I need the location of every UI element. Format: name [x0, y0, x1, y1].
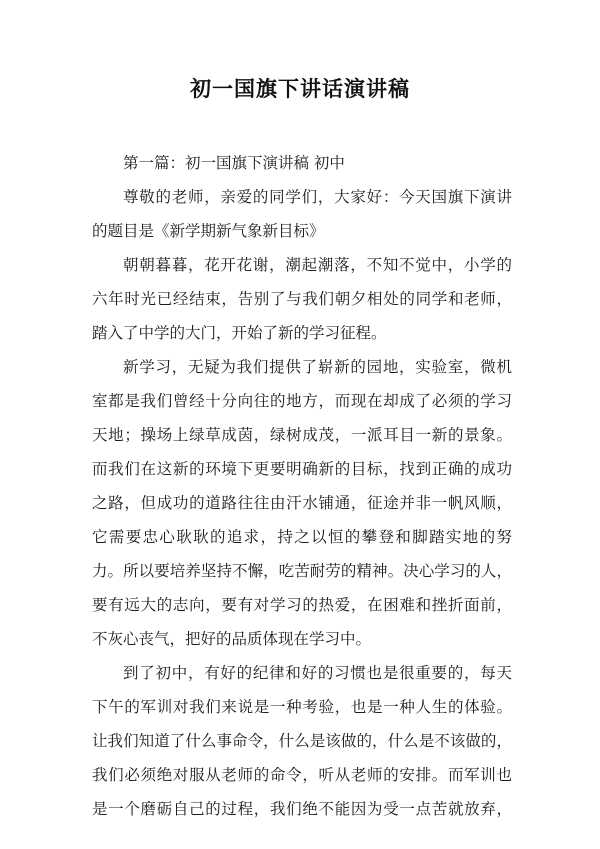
text-line: 我们必须绝对服从老师的命令，听从老师的安排。而军训也 [92, 766, 512, 784]
text-line: 天地；操场上绿草成茵，绿树成茂，一派耳目一新的景象。 [92, 426, 512, 444]
text-line: 室都是我们曾经十分向往的地方，而现在却成了必须的学习 [92, 392, 512, 410]
text-line: 力。所以要培养坚持不懈，吃苦耐劳的精神。决心学习的人， [92, 562, 512, 580]
text-line: 朝朝暮暮，花开花谢，潮起潮落，不知不觉中，小学的 [123, 256, 512, 274]
text-line: 下午的军训对我们来说是一种考验，也是一种人生的体验。 [92, 698, 512, 716]
document-title: 初一国旗下讲话演讲稿 [190, 77, 410, 101]
text-line: 第一篇：初一国旗下演讲稿 初中 [123, 154, 345, 172]
document-body [92, 146, 512, 826]
text-line: 是一个磨砺自己的过程，我们绝不能因为受一点苦就放弃， [92, 800, 512, 818]
text-line: 踏入了中学的大门，开始了新的学习征程。 [92, 324, 387, 342]
text-line: 它需要忠心耿耿的追求，持之以恒的攀登和脚踏实地的努 [92, 528, 512, 546]
text-line: 不灰心丧气，把好的品质体现在学习中。 [92, 630, 372, 648]
text-line: 之路，但成功的道路往往由汗水铺通，征途并非一帆风顺， [92, 494, 512, 512]
text-line: 新学习，无疑为我们提供了崭新的园地，实验室，微机 [123, 358, 512, 376]
text-line: 六年时光已经结束，告别了与我们朝夕相处的同学和老师， [92, 290, 512, 308]
text-line: 要有远大的志向，要有对学习的热爱，在困难和挫折面前， [92, 596, 512, 614]
text-line: 尊敬的老师，亲爱的同学们，大家好：今天国旗下演讲 [123, 188, 512, 206]
text-line: 而我们在这新的环境下更要明确新的目标，找到正确的成功 [92, 460, 512, 478]
text-line: 到了初中，有好的纪律和好的习惯也是很重要的，每天 [123, 664, 512, 682]
text-line: 让我们知道了什么事命令，什么是该做的，什么是不该做的， [92, 732, 512, 750]
text-line: 的题目是《新学期新气象新目标》 [92, 222, 325, 240]
